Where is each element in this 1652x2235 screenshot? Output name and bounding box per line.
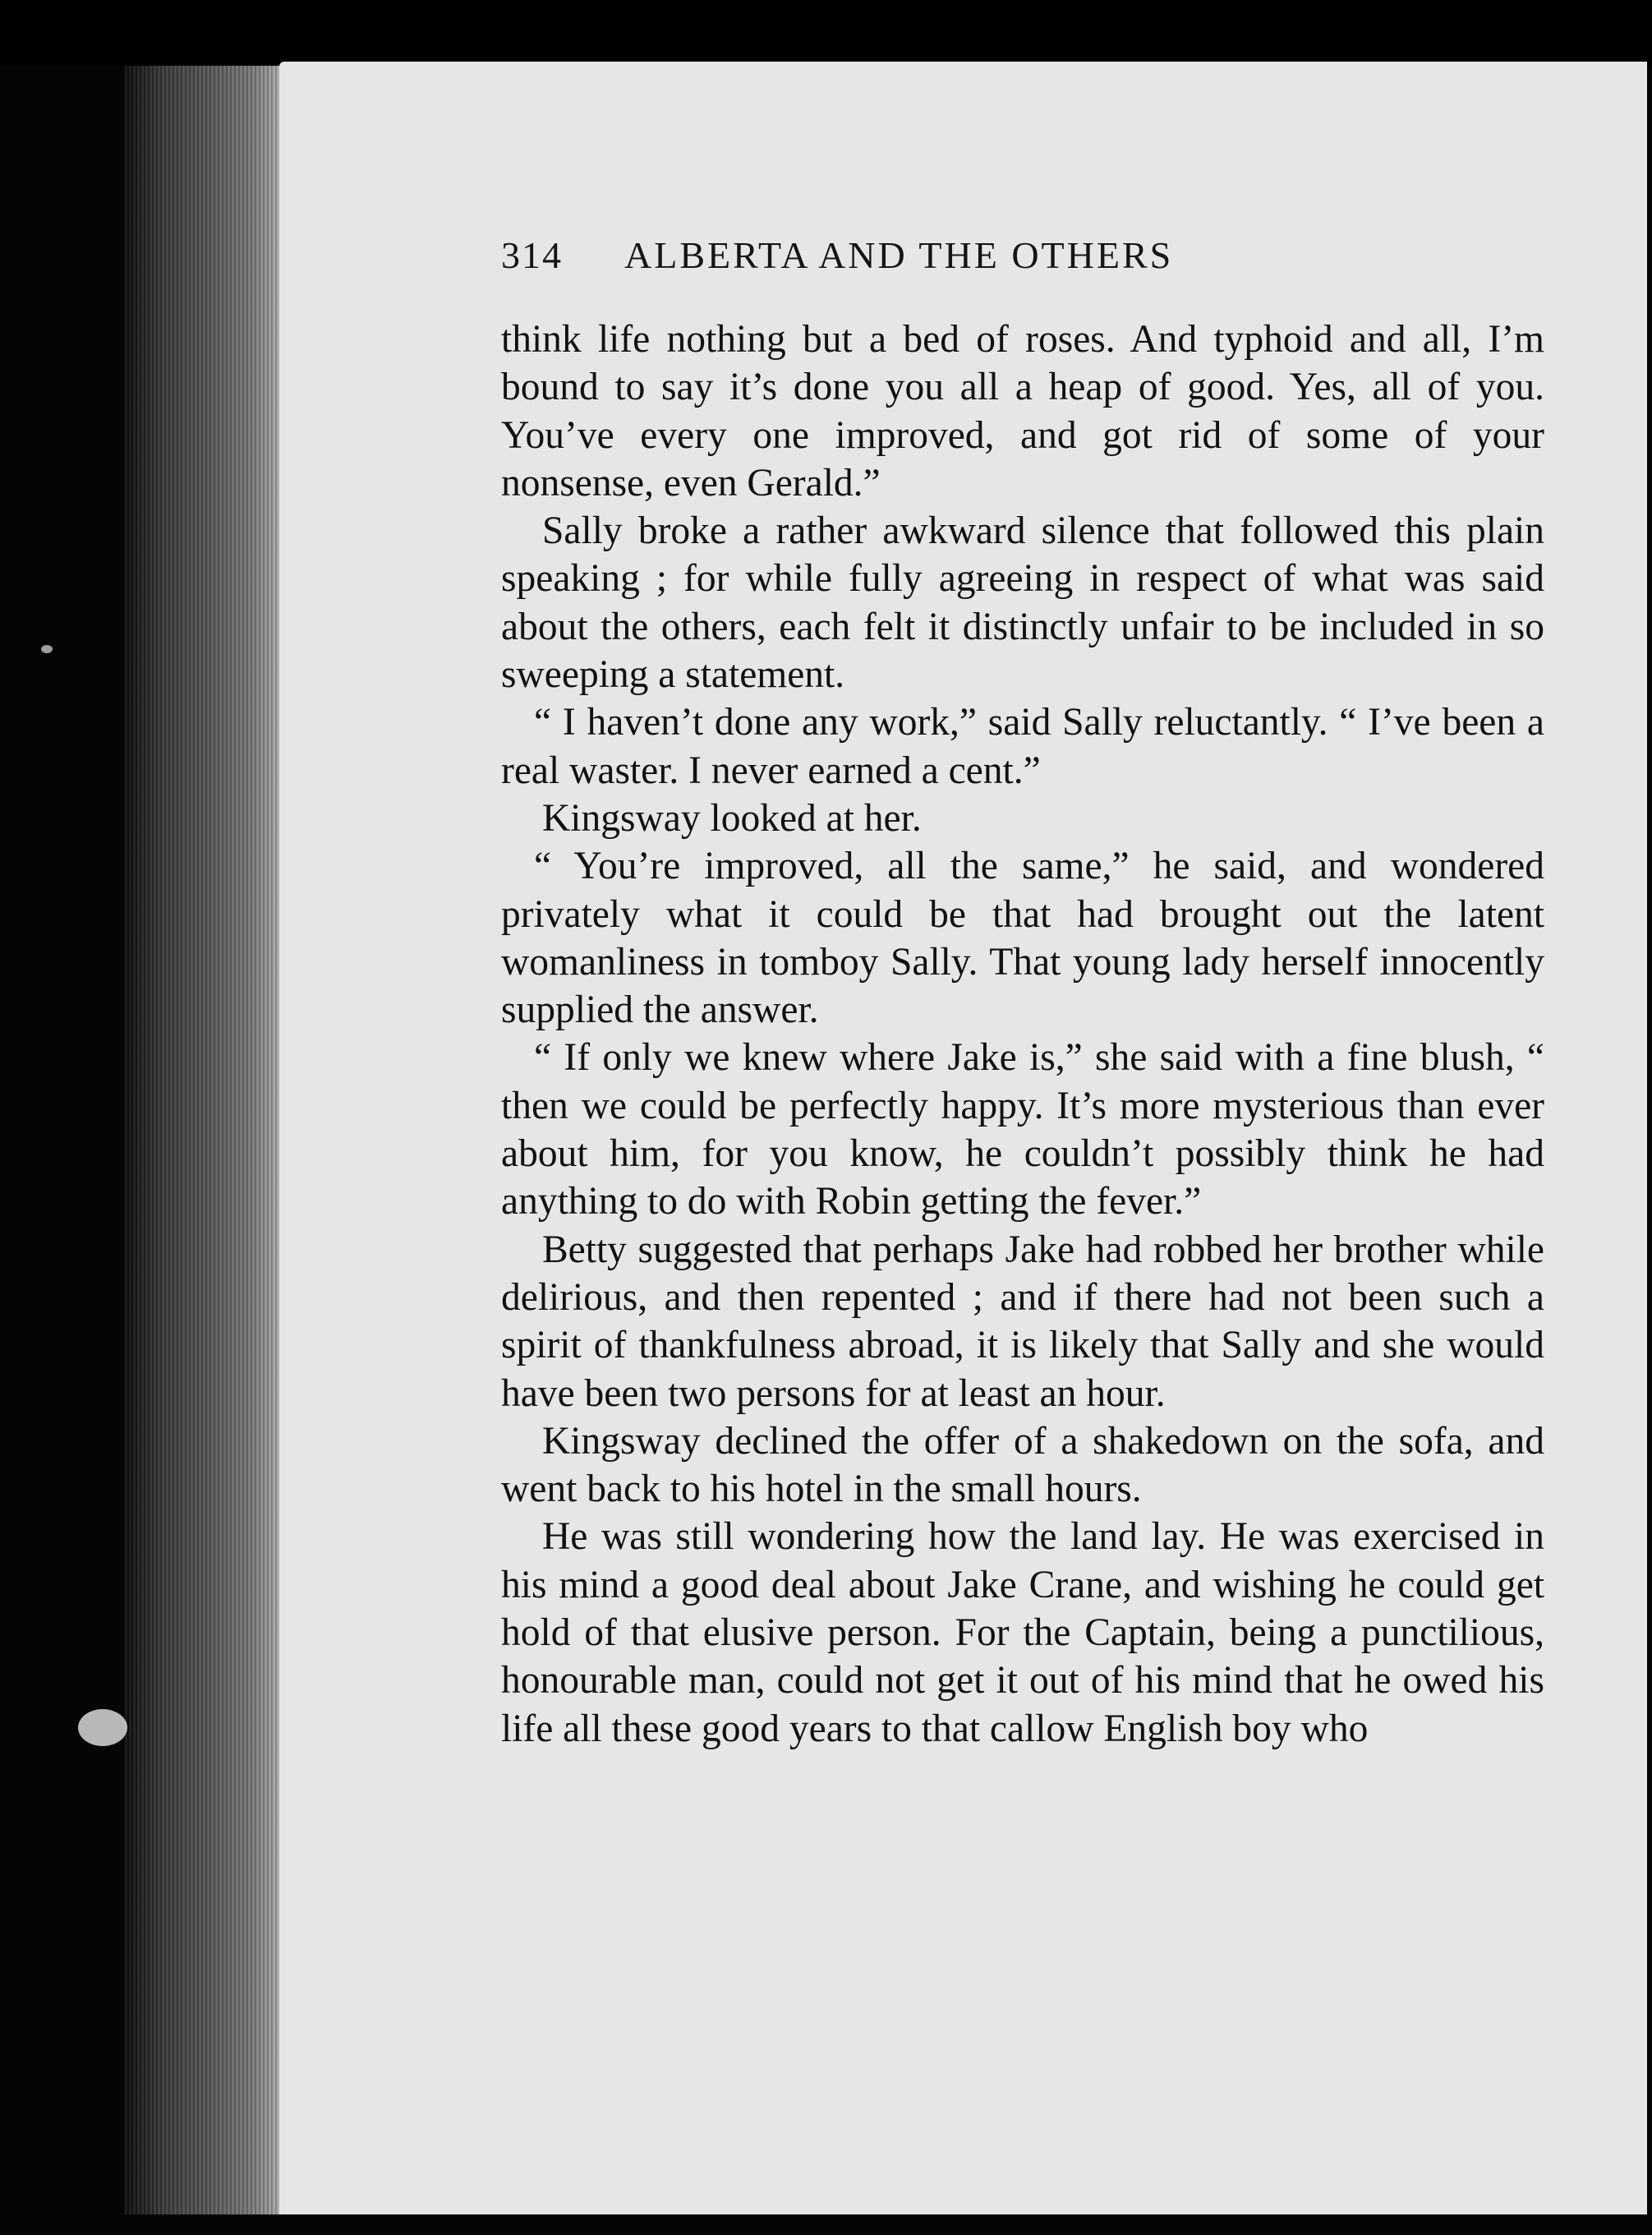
paragraph: “ I haven’t done any work,” said Sally reluctantly. “ I’ve been a real waster. I never earned a cent.” bbox=[501, 701, 1544, 792]
paragraph: Sally broke a rather awkward silence that followed this plain speaking ; for while fully agreeing in respect of what was said about the others, each felt it distinctly unfair to be included in so sweeping a statement. bbox=[501, 509, 1544, 697]
page-edge-stack bbox=[123, 66, 288, 2214]
paragraph: “ If only we knew where Jake is,” she said with a fine blush, “ then we could be perfectly happy. It’s more mysterious than ever about him, for you know, he couldn’t possibly think he had anything to do with Robin getting the fever.” bbox=[501, 1036, 1544, 1223]
page-number: 314 bbox=[501, 234, 563, 276]
paragraph: Kingsway looked at her. bbox=[542, 796, 922, 840]
page-text bbox=[501, 233, 1544, 1753]
paper-spot bbox=[41, 645, 53, 653]
paper-spot bbox=[78, 1709, 127, 1746]
body-text bbox=[501, 316, 1544, 1753]
paragraph: “ You’re improved, all the same,” he said, and wondered privately what it could be that had brought out the latent womanliness in tomboy Sally. That young lady herself innocently supplied the answer. bbox=[501, 845, 1544, 1032]
paragraph: Kingsway declined the offer of a shakedown on the sofa, and went back to his hotel in the small hours. bbox=[501, 1419, 1544, 1511]
scan-border bbox=[0, 0, 1652, 66]
running-head bbox=[501, 233, 1544, 316]
paragraph: Betty suggested that perhaps Jake had robbed her brother while delirious, and then repented ; and if there had not been such a spirit of thankfulness abroad, it is likely that Sally and she would have been two persons for at least an hour. bbox=[501, 1228, 1544, 1415]
paragraph: He was still wondering how the land lay. He was exercised in his mind a good deal about Jake Crane, and wishing he could get hold of that elusive person. For the Captain, being a punctilious, honourable man, could not get it out of his mind that he owed his life all these good years to that callow English boy who bbox=[501, 1515, 1544, 1750]
paragraph: think life nothing but a bed of roses. And typhoid and all, I’m bound to say it’s done you all a heap of good. Yes, all of you. You’ve every one improved, and got rid of some of your nonsense, even Gerald.” bbox=[501, 318, 1544, 505]
book-title: ALBERTA AND THE OTHERS bbox=[624, 234, 1174, 276]
